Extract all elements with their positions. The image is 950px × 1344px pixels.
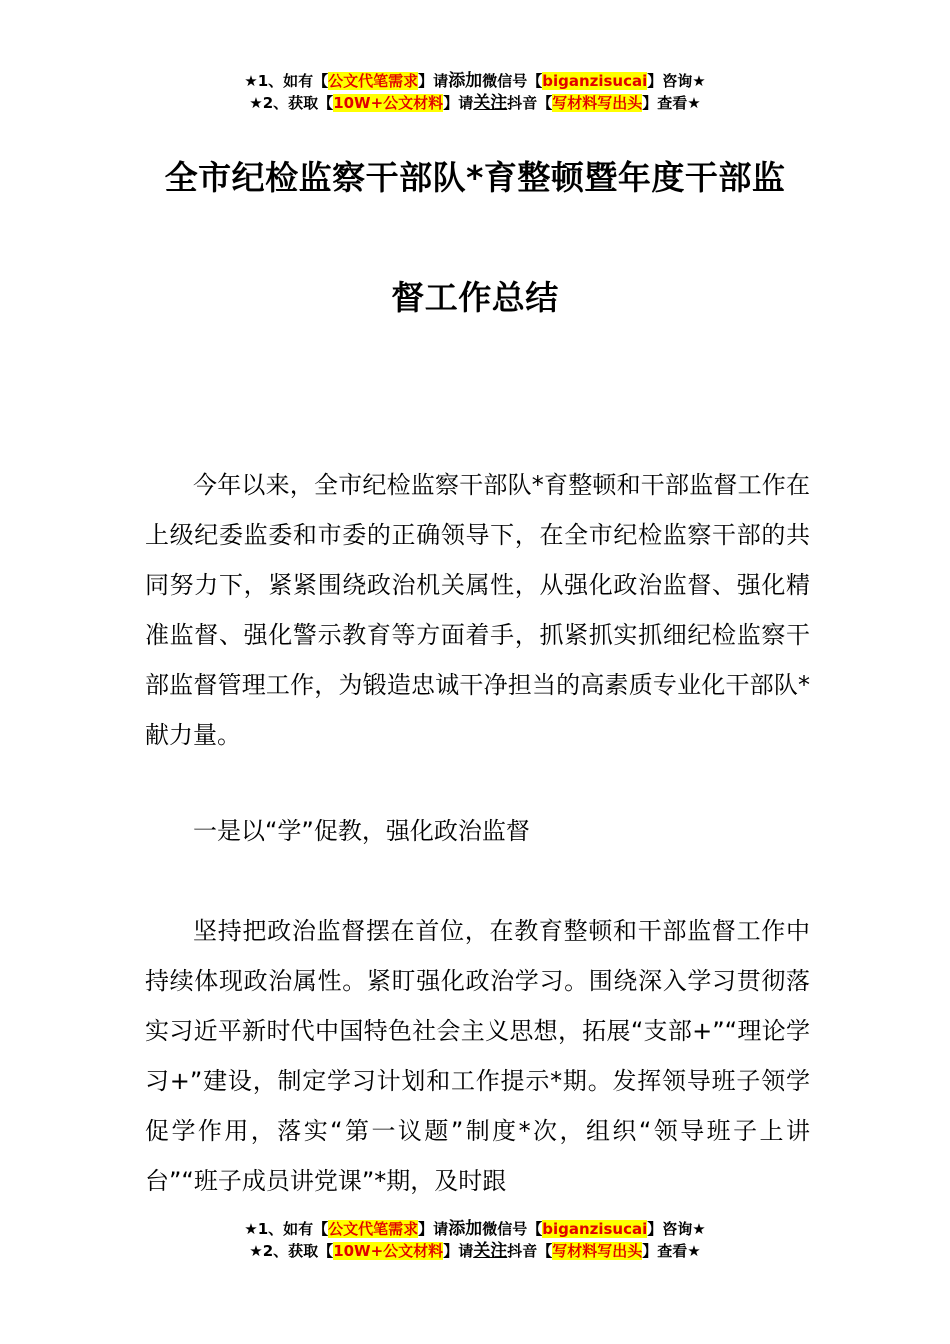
promo-highlight: 10W+公文材料 [333,1242,444,1260]
promo-highlight: biganzisucai [542,1220,648,1238]
promo-highlight: 写材料写出头 [552,94,643,112]
document-title-line-1: 全市纪检监察干部队*育整顿暨年度干部监 [164,158,786,197]
body-paragraph-2: 坚持把政治监督摆在首位，在教育整顿和干部监督工作中持续体现政治属性。紧盯强化政治学习。围绕深入学习贯彻落实习近平新时代中国特色社会主义思想，拓展“支部+”“理论学习+”建设，制定学习计划和工作提示*期。发挥领导班子领学促学作用，落实“第一议题”制度*次，组织“领导班子上讲台”“班子成员讲党课”*期，及时跟 [145,917,810,1195]
footer-promo-banner [0,1218,950,1262]
promo-highlight: 写材料写出头 [552,1242,643,1260]
promo-line-2: ★2、获取【10W+公文材料】请关注抖音【写材料写出头】查看★ [249,93,701,113]
promo-highlight: biganzisucai [542,72,648,90]
promo-line-1: ★1、如有【公文代笔需求】请添加微信号【biganzisucai】咨询★ [244,1219,706,1239]
header-promo-banner [0,70,950,114]
promo-line-1: ★1、如有【公文代笔需求】请添加微信号【biganzisucai】咨询★ [244,71,706,91]
promo-highlight: 公文代笔需求 [328,72,419,90]
body-paragraph-1: 今年以来，全市纪检监察干部队*育整顿和干部监督工作在上级纪委监委和市委的正确领导下，在全市纪检监察干部的共同努力下，紧紧围绕政治机关属性，从强化政治监督、强化精准监督、强化警示教育等方面着手，抓紧抓实抓细纪检监察干部监督管理工作，为锻造忠诚干净担当的高素质专业化干部队*献力量。 [145,471,810,749]
document-title-line-2: 督工作总结 [391,278,559,317]
section-heading-1: 一是以“学”促教，强化政治监督 [193,817,530,845]
promo-highlight: 10W+公文材料 [333,94,444,112]
promo-line-2: ★2、获取【10W+公文材料】请关注抖音【写材料写出头】查看★ [249,1241,701,1261]
promo-highlight: 公文代笔需求 [328,1220,419,1238]
